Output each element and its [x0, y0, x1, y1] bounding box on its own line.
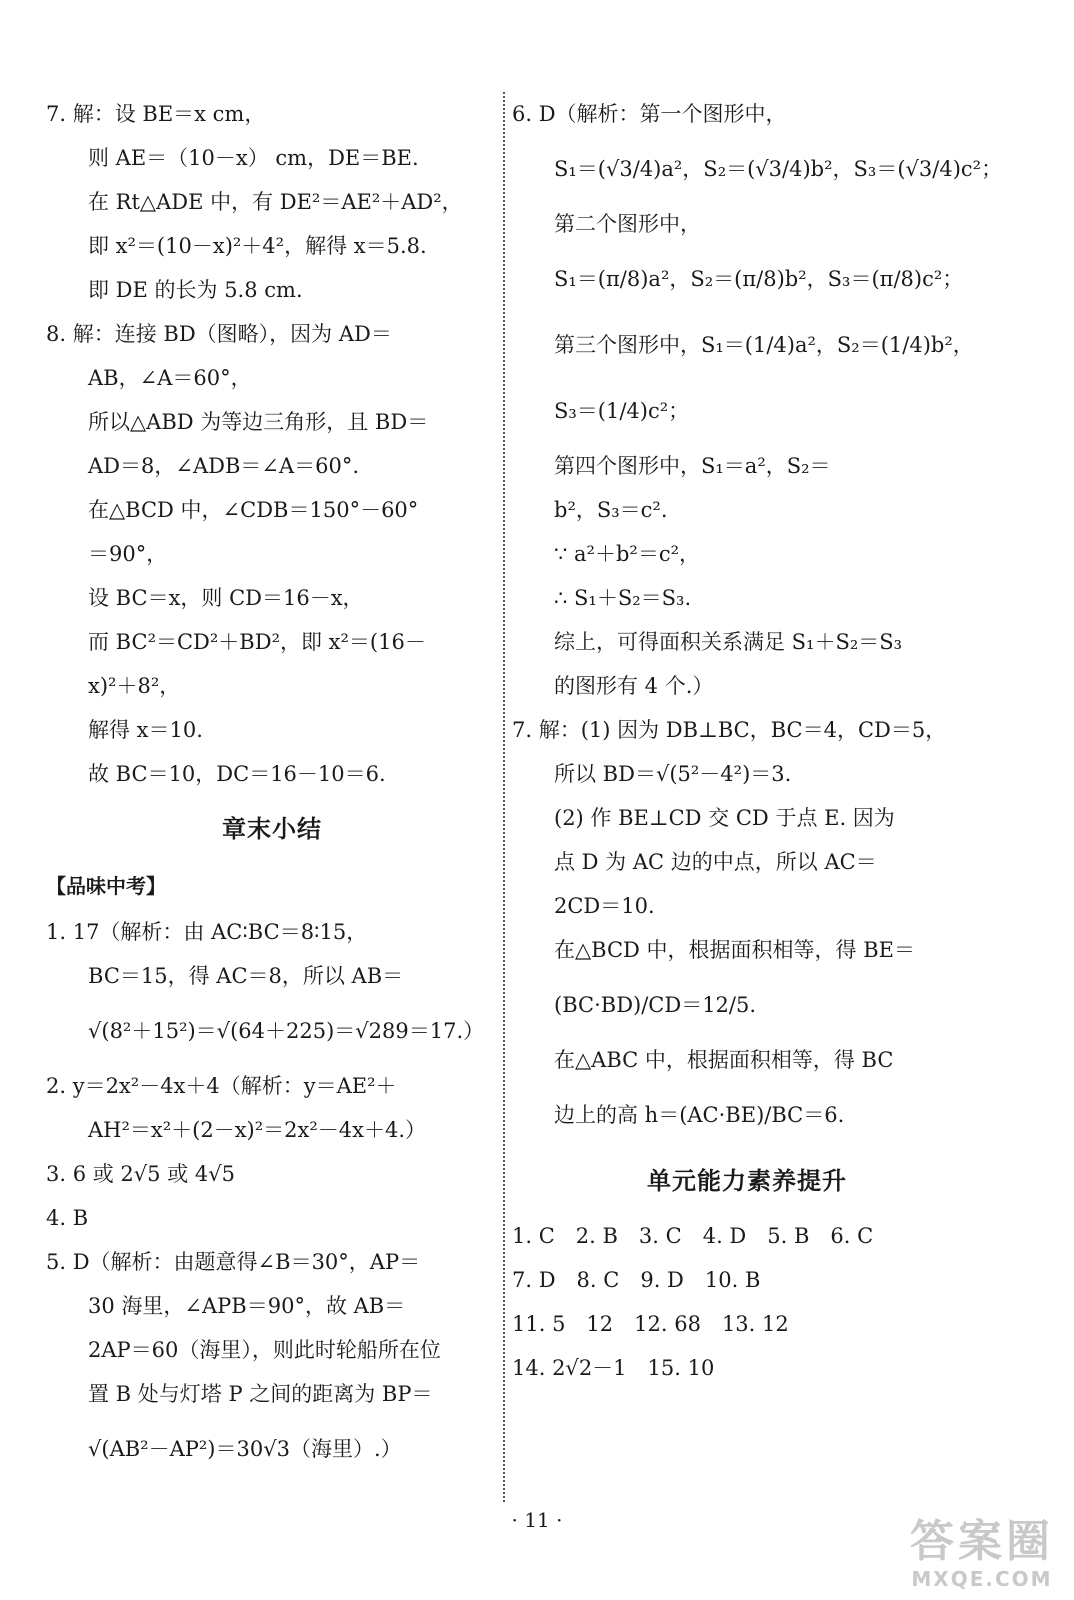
text-line: b²，S₃＝c². — [554, 498, 668, 522]
page-number: · 11 · — [511, 1508, 563, 1532]
left-column — [46, 92, 498, 1482]
right-column — [512, 92, 1003, 1390]
answer-line: 11. 5 12 12. 68 13. 12 — [512, 1312, 789, 1336]
text-line: 3. 6 或 2√5 或 4√5 — [46, 1162, 235, 1186]
text-line: 30 海里，∠APB＝90°，故 AB＝ — [88, 1294, 406, 1318]
text-line: 所以△ABD 为等边三角形，且 BD＝ — [88, 410, 429, 434]
text-line: 点 D 为 AC 边的中点，所以 AC＝ — [554, 850, 877, 874]
text-line: 2AP＝60（海里），则此时轮船所在位 — [88, 1338, 441, 1362]
watermark-logo — [898, 1516, 1066, 1594]
text-line: 第三个图形中，S₁＝(1/4)a²，S₂＝(1/4)b²， — [554, 333, 974, 357]
chapter-title: 章末小结 — [222, 815, 322, 843]
text-line: 1. 17（解析：由 AC∶BC＝8∶15， — [46, 920, 368, 944]
text-line: 的图形有 4 个.） — [554, 674, 714, 698]
watermark-text: 答案圈 — [910, 1516, 1054, 1567]
text-line: 故 BC＝10，DC＝16－10＝6. — [88, 762, 386, 786]
text-line: ∵ a²＋b²＝c²， — [554, 542, 701, 566]
text-line: 设 BC＝x，则 CD＝16－x， — [88, 586, 364, 610]
text-line: 7. 解：(1) 因为 DB⊥BC，BC＝4，CD＝5， — [512, 718, 947, 742]
answer-line: 7. D 8. C 9. D 10. B — [512, 1268, 761, 1292]
text-line: 5. D（解析：由题意得∠B＝30°，AP＝ — [46, 1250, 421, 1274]
text-line: 即 x²＝(10－x)²＋4²，解得 x＝5.8. — [88, 234, 427, 258]
text-line: ∴ S₁＋S₂＝S₃. — [554, 586, 692, 610]
text-line: √(8²＋15²)＝√(64＋225)＝√289＝17.） — [88, 1019, 485, 1043]
text-line: 7. 解：设 BE＝x cm， — [46, 102, 266, 126]
text-line: S₁＝(π/8)a²，S₂＝(π/8)b²，S₃＝(π/8)c²； — [554, 267, 964, 291]
watermark-url: MXQE.COM — [911, 1567, 1053, 1591]
text-line: AH²＝x²＋(2－x)²＝2x²－4x＋4.） — [88, 1118, 427, 1142]
text-line: 在△BCD 中，根据面积相等，得 BE＝ — [554, 938, 915, 962]
section-title: 【品味中考】 — [46, 874, 166, 898]
text-line: 6. D（解析：第一个图形中， — [512, 102, 787, 126]
text-line: 2CD＝10. — [554, 894, 655, 918]
column-divider — [503, 92, 505, 1502]
text-line: 所以 BD＝√(5²－4²)＝3. — [554, 762, 792, 786]
text-line: 边上的高 h＝(AC·BE)/BC＝6. — [554, 1103, 845, 1127]
text-line: 在△BCD 中，∠CDB＝150°－60° — [88, 498, 419, 522]
text-line: 综上，可得面积关系满足 S₁＋S₂＝S₃ — [554, 630, 903, 654]
text-line: 2. y＝2x²－4x＋4（解析：y＝AE²＋ — [46, 1074, 397, 1098]
text-line: 而 BC²＝CD²＋BD²，即 x²＝(16－ — [88, 630, 426, 654]
text-line: 置 B 处与灯塔 P 之间的距离为 BP＝ — [88, 1382, 433, 1406]
text-line: ＝90°， — [88, 542, 168, 566]
text-line: 8. 解：连接 BD（图略），因为 AD＝ — [46, 322, 392, 346]
text-line: S₁＝(√3/4)a²，S₂＝(√3/4)b²，S₃＝(√3/4)c²； — [554, 157, 1003, 181]
text-line: 即 DE 的长为 5.8 cm. — [88, 278, 303, 302]
text-line: 4. B — [46, 1206, 89, 1230]
text-line: S₃＝(1/4)c²； — [554, 399, 690, 423]
text-line: 在△ABC 中，根据面积相等，得 BC — [554, 1048, 894, 1072]
text-line: 则 AE＝（10－x） cm，DE＝BE. — [88, 146, 419, 170]
text-line: 在 Rt△ADE 中，有 DE²＝AE²＋AD²， — [88, 190, 463, 214]
text-line: 第四个图形中，S₁＝a²，S₂＝ — [554, 454, 831, 478]
text-line: (BC·BD)/CD＝12/5. — [554, 993, 757, 1017]
unit-title: 单元能力素养提升 — [647, 1167, 847, 1195]
text-line: AD＝8，∠ADB＝∠A＝60°. — [88, 454, 360, 478]
text-line: 解得 x＝10. — [88, 718, 203, 742]
answer-line: 1. C 2. B 3. C 4. D 5. B 6. C — [512, 1224, 874, 1248]
text-line: √(AB²－AP²)＝30√3（海里）.） — [88, 1437, 402, 1461]
answer-line: 14. 2√2－1 15. 10 — [512, 1356, 715, 1380]
text-line: x)²＋8²， — [88, 674, 181, 698]
text-line: BC＝15，得 AC＝8，所以 AB＝ — [88, 964, 404, 988]
text-line: AB，∠A＝60°， — [88, 366, 252, 390]
text-line: (2) 作 BE⊥CD 交 CD 于点 E. 因为 — [554, 806, 895, 830]
text-line: 第二个图形中， — [554, 212, 701, 236]
